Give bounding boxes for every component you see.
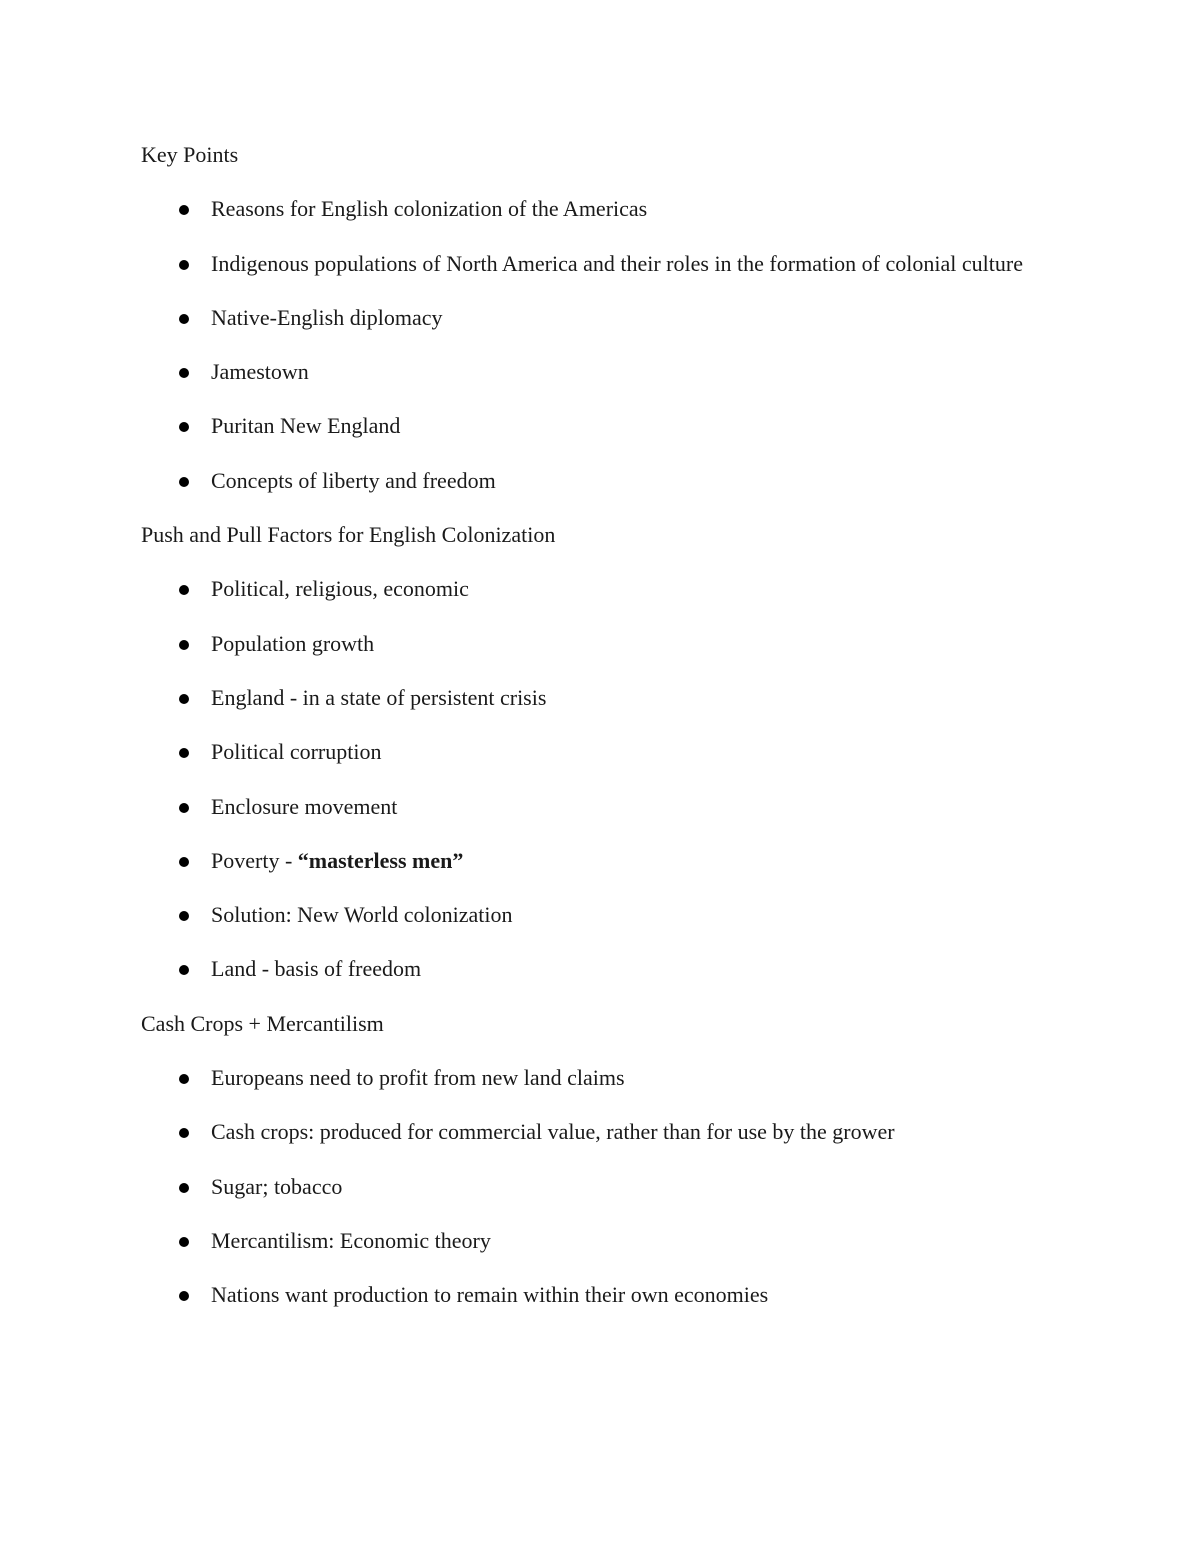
list-item [141, 942, 1101, 996]
list-item-text: Political, religious, economic [211, 576, 469, 602]
list-item [141, 780, 1101, 834]
list-item-text: Puritan New England [211, 413, 401, 439]
list-item-text: Population growth [211, 630, 375, 656]
list-item-text: Cash crops: produced for commercial value, rather than for use by the grower [211, 1119, 895, 1145]
bullet-icon [179, 803, 189, 813]
list-item [141, 1160, 1101, 1214]
bullet-icon [179, 314, 189, 324]
list-item [141, 671, 1101, 725]
bullet-list [141, 562, 1101, 996]
bullet-list [141, 182, 1101, 508]
bullet-icon [179, 1074, 189, 1084]
bullet-icon [179, 1237, 189, 1247]
list-item-text: Jamestown [211, 359, 309, 385]
bullet-icon [179, 857, 189, 867]
list-item [141, 834, 1101, 888]
document-page [141, 128, 1101, 1323]
section-push-pull-factors [141, 508, 1101, 997]
list-item-text: Europeans need to profit from new land claims [211, 1065, 625, 1091]
list-item [141, 182, 1101, 236]
list-item-text: Native-English diplomacy [211, 304, 443, 330]
bullet-list [141, 1051, 1101, 1322]
bullet-icon [179, 205, 189, 215]
section-heading: Push and Pull Factors for English Colonization [141, 522, 556, 548]
list-item [141, 399, 1101, 453]
bullet-icon [179, 911, 189, 921]
bullet-icon [179, 965, 189, 975]
section-cash-crops-mercantilism [141, 997, 1101, 1323]
bullet-icon [179, 477, 189, 487]
list-item-text: Enclosure movement [211, 793, 398, 819]
list-item-text: Political corruption [211, 739, 382, 765]
list-item-text: Concepts of liberty and freedom [211, 467, 496, 493]
list-item-text: Mercantilism: Economic theory [211, 1227, 491, 1253]
list-item [141, 1105, 1101, 1159]
list-item-text-prefix: Poverty - [211, 847, 298, 873]
list-item [141, 454, 1101, 508]
list-item [141, 1214, 1101, 1268]
section-key-points [141, 128, 1101, 508]
bullet-icon [179, 260, 189, 270]
bullet-icon [179, 422, 189, 432]
list-item [141, 562, 1101, 616]
bullet-icon [179, 694, 189, 704]
list-item [141, 237, 1101, 291]
list-item [141, 725, 1101, 779]
list-item-text: Indigenous populations of North America and their roles in the formation of colonial culture [211, 250, 1023, 276]
bullet-icon [179, 368, 189, 378]
list-item [141, 1051, 1101, 1105]
bullet-icon [179, 1291, 189, 1301]
bullet-icon [179, 1183, 189, 1193]
list-item [141, 1268, 1101, 1322]
list-item-text-bold: “masterless men” [297, 847, 464, 873]
list-item [141, 888, 1101, 942]
list-item [141, 291, 1101, 345]
section-heading: Cash Crops + Mercantilism [141, 1010, 384, 1036]
bullet-icon [179, 1128, 189, 1138]
list-item [141, 617, 1101, 671]
list-item-text: Solution: New World colonization [211, 902, 513, 928]
bullet-icon [179, 585, 189, 595]
bullet-icon [179, 640, 189, 650]
list-item-text: England - in a state of persistent crisis [211, 684, 547, 710]
list-item-text: Nations want production to remain within their own economies [211, 1282, 769, 1308]
section-heading: Key Points [141, 142, 239, 167]
list-item-text: Sugar; tobacco [211, 1173, 343, 1199]
list-item-text: Reasons for English colonization of the Americas [211, 196, 648, 222]
list-item-text: Land - basis of freedom [211, 956, 422, 982]
list-item [141, 345, 1101, 399]
bullet-icon [179, 748, 189, 758]
